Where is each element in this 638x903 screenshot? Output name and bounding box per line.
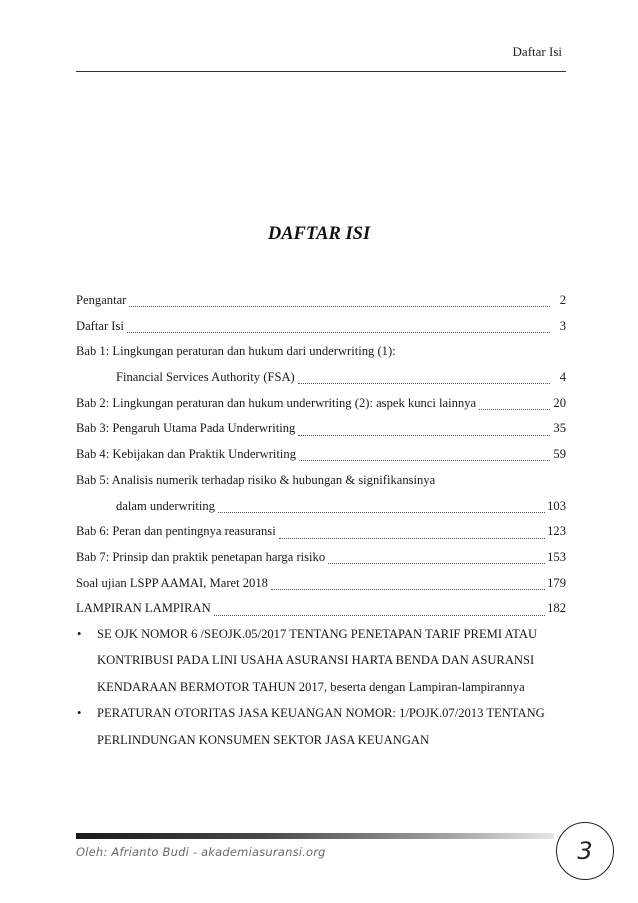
footer-credit: Oleh: Afrianto Budi - akademiasuransi.org xyxy=(76,845,326,859)
page-title: DAFTAR ISI xyxy=(267,224,371,244)
toc-entry[interactable] xyxy=(76,314,566,340)
toc-entry-page: 2 xyxy=(559,293,566,307)
toc-entry[interactable] xyxy=(76,416,566,442)
toc-entry-page: 20 xyxy=(553,395,566,410)
dot-leader xyxy=(218,512,545,513)
dot-leader xyxy=(279,538,545,539)
toc-entry-label: Bab 6: Peran dan pentingnya reasuransi xyxy=(76,524,276,539)
bullet-icon: • xyxy=(77,706,82,721)
toc-entry-page: 153 xyxy=(547,549,566,564)
toc-entry-label: Daftar Isi xyxy=(76,318,124,333)
toc-entry-label: Bab 7: Prinsip dan praktik penetapan harga risiko xyxy=(76,549,326,564)
toc-entry-page: 179 xyxy=(547,575,566,590)
footer-gradient-rule xyxy=(76,833,554,839)
toc-entry-page: 35 xyxy=(553,421,566,436)
running-header: Daftar Isi xyxy=(512,44,562,59)
dot-leader xyxy=(479,409,550,410)
bullet-icon: • xyxy=(77,627,82,641)
toc-entry-label: LAMPIRAN LAMPIRAN xyxy=(76,601,211,616)
toc-entry-label: Bab 1: Lingkungan peraturan dan hukum dari underwriting (1): xyxy=(76,344,396,359)
dot-leader xyxy=(328,563,545,564)
attachment-line: PERATURAN OTORITAS JASA KEUANGAN NOMOR: 1/POJK.07/2013 TENTANG xyxy=(97,706,545,721)
toc-entry-page: 103 xyxy=(547,498,566,513)
table-of-contents xyxy=(76,288,566,622)
attachment-item[interactable] xyxy=(76,700,566,753)
toc-entry-label: Financial Services Authority (FSA) xyxy=(116,370,295,385)
toc-entry-label: Bab 2: Lingkungan peraturan dan hukum underwriting (2): aspek kunci lainnya xyxy=(76,395,477,410)
toc-entry[interactable] xyxy=(76,519,566,545)
attachment-list xyxy=(76,621,566,753)
toc-entry[interactable] xyxy=(76,468,566,494)
toc-entry-label: Soal ujian LSPP AAMAI, Maret 2018 xyxy=(76,575,268,590)
toc-entry-label: Pengantar xyxy=(76,293,127,307)
toc-entry-page: 3 xyxy=(559,318,566,333)
dot-leader xyxy=(214,615,545,616)
toc-entry-page: 182 xyxy=(547,601,566,616)
toc-entry-page: 4 xyxy=(559,370,566,385)
toc-entry[interactable] xyxy=(76,288,566,314)
toc-entry[interactable] xyxy=(76,365,566,391)
toc-entry-label: Bab 4: Kebijakan dan Praktik Underwriting xyxy=(76,447,296,462)
dot-leader xyxy=(298,383,550,384)
toc-entry-label: Bab 3: Pengaruh Utama Pada Underwriting xyxy=(76,421,296,436)
attachment-line: KONTRIBUSI PADA LINI USAHA ASURANSI HARTA BENDA DAN ASURANSI xyxy=(97,653,535,668)
attachment-item[interactable] xyxy=(76,621,566,700)
attachment-line: PERLINDUNGAN KONSUMEN SEKTOR JASA KEUANGAN xyxy=(97,732,430,747)
dot-leader xyxy=(299,460,550,461)
toc-entry-label: Bab 5: Analisis numerik terhadap risiko & hubungan & signifikansinya xyxy=(76,472,436,487)
toc-entry-page: 59 xyxy=(553,447,566,462)
toc-entry[interactable] xyxy=(76,494,566,520)
toc-entry[interactable] xyxy=(76,442,566,468)
dot-leader xyxy=(129,306,550,307)
toc-entry[interactable] xyxy=(76,339,566,365)
header-rule xyxy=(76,71,566,72)
attachment-line: SE OJK NOMOR 6 /SEOJK.05/2017 TENTANG PENETAPAN TARIF PREMI ATAU xyxy=(97,627,538,641)
toc-entry-page: 123 xyxy=(547,524,566,539)
toc-entry[interactable] xyxy=(76,596,566,622)
dot-leader xyxy=(298,435,550,436)
dot-leader xyxy=(271,589,545,590)
toc-entry-label: dalam underwriting xyxy=(116,498,215,513)
toc-entry[interactable] xyxy=(76,545,566,571)
toc-entry[interactable] xyxy=(76,391,566,417)
dot-leader xyxy=(127,332,550,333)
toc-entry[interactable] xyxy=(76,571,566,597)
page-number-badge: 3 xyxy=(556,822,614,880)
attachment-line: KENDARAAN BERMOTOR TAHUN 2017, beserta dengan Lampiran-lampirannya xyxy=(97,679,525,694)
